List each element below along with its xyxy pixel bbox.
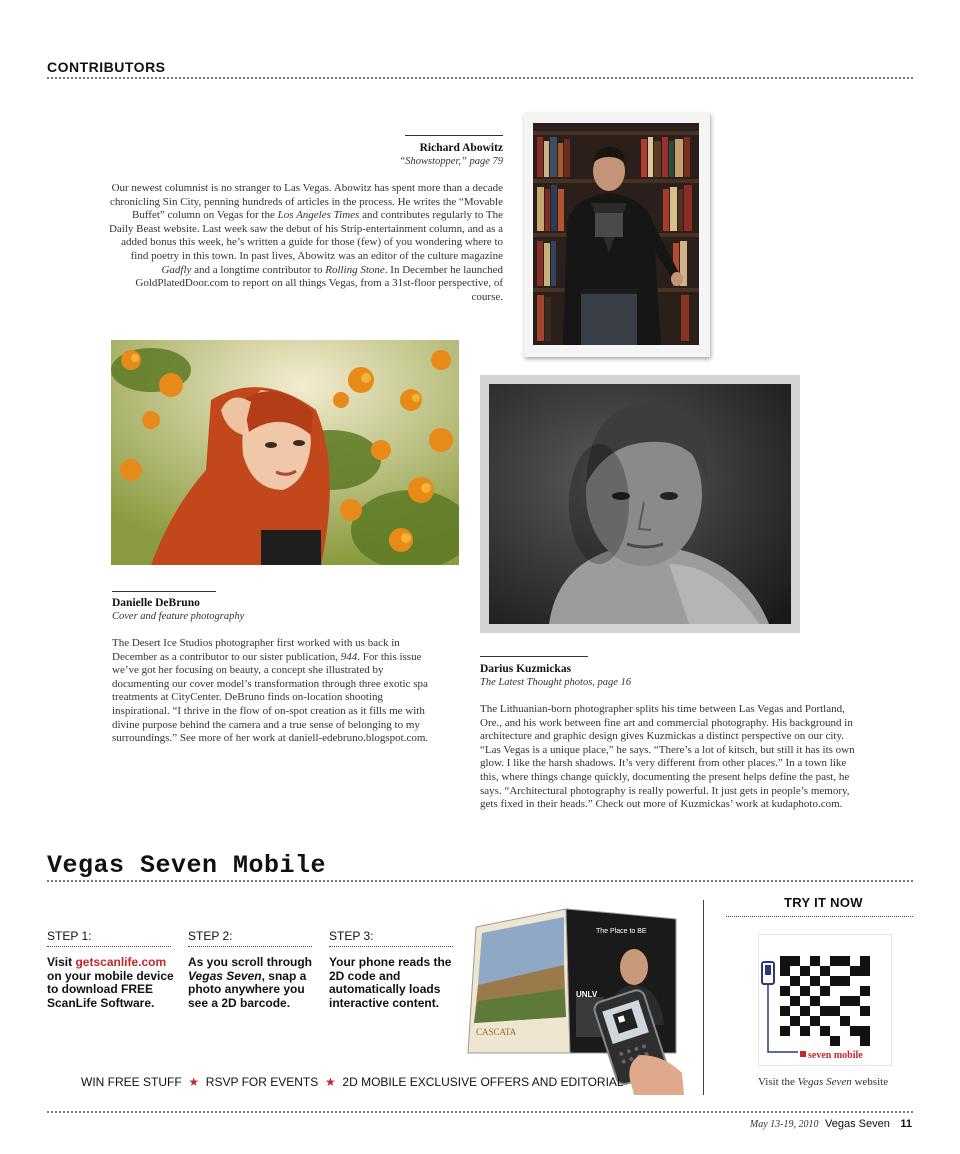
abowitz-name: Richard Abowitz [419, 142, 503, 154]
mobile-vertical-divider [703, 900, 704, 1095]
kuzmickas-bio: The Lithuanian-born photographer splits his time between Las Vegas and Portland, Ore., and his work between fine art and commercial photography. His background in architecture and graphic design gives Kuzmickas a distinct perspective on our city. “Las Vegas is a unique place,” he says. “There’s a lot of kitsch, but still it has its own glow. I like the harsh shadows. It’s very different from other places.” In a town like this, where things change quickly, documenting the present helps define the past, he says. “Architectural photography is really powerful. It just gets in people’s memory, gets fixed in their heads.” Check out more of Kuzmickas’ work at kudaphoto.com. [480, 703, 855, 811]
promo-rsvp: RSVP FOR EVENTS [205, 1075, 319, 1089]
try-it-now-heading: TRY IT NOW [784, 895, 863, 910]
kuzmickas-photo [489, 384, 791, 624]
kuzmickas-name: Darius Kuzmickas [480, 663, 572, 675]
debruno-bio: The Desert Ice Studios photographer first worked with us back in December as a contributor to our sister publication, 944. For this issue we’ve got her focusing on beauty, a concept she illustrated by documenting our cover model’s transformation through three exotic spa treatments at CityCenter. DeBruno finds on-location shooting inspirational. “I thrive in the flow of on-spot creation as it fills me with divine purpose behind the camera and a true sense of belonging to my surroundings.” See more of her work at daniell-edebruno.blogspot.com. [112, 637, 429, 745]
step-2-text: As you scroll through Vegas Seven, snap a photo anywhere you see a 2D barcode. [188, 955, 313, 1010]
step-1-label: STEP 1: [47, 929, 92, 943]
footer-divider [47, 1111, 913, 1113]
mobile-section-title: Vegas Seven Mobile [47, 851, 327, 880]
step-3-divider [329, 946, 453, 947]
abowitz-rule [405, 135, 503, 136]
step-2-divider [188, 946, 312, 947]
step-1-text: Visit getscanlife.com on your mobile device to download FREE ScanLife Software. [47, 955, 174, 1010]
footer-date: May 13-19, 2010 [749, 1119, 819, 1130]
qr-code[interactable] [758, 934, 892, 1066]
abowitz-photo-frame [524, 113, 710, 357]
try-it-now-divider [726, 916, 913, 917]
abowitz-credit: “Showstopper,” page 79 [399, 156, 503, 167]
footer-publication: Vegas Seven [825, 1118, 890, 1130]
debruno-credit: Cover and feature photography [112, 611, 245, 622]
step-2-label: STEP 2: [188, 929, 233, 943]
debruno-name: Danielle DeBruno [112, 597, 200, 609]
debruno-rule [112, 591, 216, 592]
svg-text:seven mobile: seven mobile [808, 1050, 863, 1061]
magazine-phone-illustration [464, 905, 704, 1095]
mobile-divider [47, 880, 913, 882]
page-footer [750, 1118, 912, 1130]
abowitz-photo [533, 123, 699, 345]
step-1-divider [47, 946, 171, 947]
abowitz-bio: Our newest columnist is no stranger to Las Vegas. Abowitz has spent more than a decade chronicling Sin City, penning hundreds of articles in the process. He writes the “Movable Buffet” column on Vegas for the Los Angeles Times and contributes regularly to The Daily Beast website. Last week saw the debut of his Strip-entertainment column, and as a added bonus this week, he’s written a guide for those (few) of you wondering where to find poetry in this town. In past lives, Abowitz was an editor of the culture magazine Gadfly and a longtime contributor to Rolling Stone. In December he launched GoldPlatedDoor.com to report on all things Vegas, from a 31st-floor perspective, of course. [108, 182, 503, 303]
star-icon: ★ [185, 1075, 203, 1089]
getscanlife-link[interactable]: getscanlife.com [75, 955, 167, 969]
svg-text:The Place to BE: The Place to BE [596, 928, 647, 935]
svg-text:CASCATA: CASCATA [476, 1027, 517, 1037]
qr-caption: Visit the Vegas Seven website [758, 1076, 889, 1088]
kuzmickas-rule [480, 656, 588, 657]
page-number: 11 [900, 1118, 912, 1130]
star-icon: ★ [321, 1075, 340, 1089]
promo-win-free-stuff: WIN FREE STUFF [81, 1075, 182, 1089]
promo-line [81, 1075, 624, 1089]
step-3-label: STEP 3: [329, 929, 374, 943]
debruno-photo [111, 340, 459, 565]
step-3-text: Your phone reads the 2D code and automatically loads interactive content. [329, 955, 452, 1010]
kuzmickas-credit: The Latest Thought photos, page 16 [480, 677, 632, 688]
kuzmickas-photo-frame [480, 375, 800, 633]
section-title: CONTRIBUTORS [47, 59, 166, 75]
header-divider [47, 77, 913, 79]
promo-exclusive: 2D MOBILE EXCLUSIVE OFFERS AND EDITORIAL [342, 1075, 624, 1089]
svg-text:UNLV: UNLV [576, 990, 598, 999]
